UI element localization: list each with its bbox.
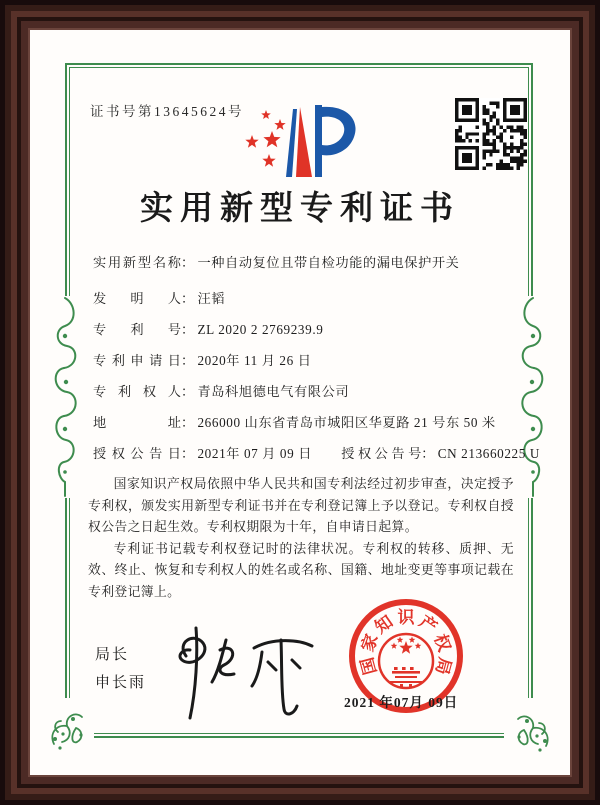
field-label: 专利权人: [93, 384, 181, 399]
floral-corner-left-icon: [46, 708, 90, 752]
signer-title: 局长: [95, 646, 130, 663]
svg-text:产: 产: [415, 611, 441, 638]
field-row-address: 地址： 266000 山东省青岛市城阳区华夏路 21 号东 50 米: [93, 412, 535, 431]
signer-name: 申长雨: [95, 674, 147, 691]
signer-block: [95, 641, 146, 697]
field-row-grant: 授权公告日： 2021年 07 月 09 日 授权公告号： CN 213660225 U: [93, 443, 535, 462]
legal-text: [88, 474, 514, 604]
svg-text:识: 识: [397, 608, 415, 627]
field-value: 2020年 11 月 26 日: [197, 353, 312, 368]
certificate-number: 证书号第13645624号: [90, 104, 244, 119]
certificate-title: 实用新型专利证书: [140, 191, 460, 227]
field-value: CN 213660225 U: [437, 446, 540, 461]
field-value: 2021年 07 月 09 日: [197, 446, 312, 461]
field-row-application-date: 专利申请日： 2020年 11 月 26 日: [93, 350, 535, 369]
svg-text:国: 国: [357, 655, 381, 677]
director-signature-icon: [150, 616, 328, 724]
legal-paragraph: 专利证书记载专利权登记时的法律状况。专利权的转移、质押、无效、终止、恢复和专利权人的姓名或名称、国籍、地址变更等事项记载在专利登记簿上。: [88, 541, 514, 599]
field-label: 专利申请日: [93, 353, 181, 368]
cnipa-logo-icon: [236, 95, 364, 183]
national-emblem-icon: [379, 634, 433, 688]
field-row-patent-number: 专利号： ZL 2020 2 2769239.9: [93, 319, 535, 338]
field-row-inventor: 发明人： 汪韬: [93, 288, 535, 307]
vine-flourish-left-icon: [50, 296, 80, 498]
field-label: 专利号: [93, 322, 181, 337]
field-label: 授权公告日: [93, 446, 181, 461]
svg-text:局: 局: [431, 655, 455, 677]
field-label: 发明人: [93, 291, 181, 306]
field-value: 266000 山东省青岛市城阳区华夏路 21 号东 50 米: [197, 415, 496, 430]
svg-text:家: 家: [357, 631, 382, 655]
field-row-invention-name: 实用新型名称： 一种自动复位且带自检功能的漏电保护开关: [93, 252, 535, 271]
field-label: 授权公告号: [341, 446, 422, 461]
legal-paragraph: 国家知识产权局依照中华人民共和国专利法经过初步审查，决定授予专利权，颁发实用新型专利证书并在专利登记簿上予以登记。专利权自授权公告之日起生效。专利权期限为十年，自申请日起算。: [88, 477, 514, 535]
field-label: 实用新型名称: [93, 255, 181, 270]
svg-text:知: 知: [371, 611, 397, 638]
field-label: 地址: [93, 415, 181, 430]
field-value: ZL 2020 2 2769239.9: [197, 322, 324, 337]
seal-date: 2021 年07月 09日: [344, 695, 459, 710]
field-value: 青岛科旭德电气有限公司: [197, 384, 350, 399]
field-value: 汪韬: [197, 291, 226, 306]
floral-corner-right-icon: [510, 710, 554, 754]
field-row-patentee: 专利权人： 青岛科旭德电气有限公司: [93, 381, 535, 400]
field-value: 一种自动复位且带自检功能的漏电保护开关: [197, 255, 460, 270]
qr-code: [455, 98, 527, 170]
svg-text:权: 权: [430, 631, 455, 655]
